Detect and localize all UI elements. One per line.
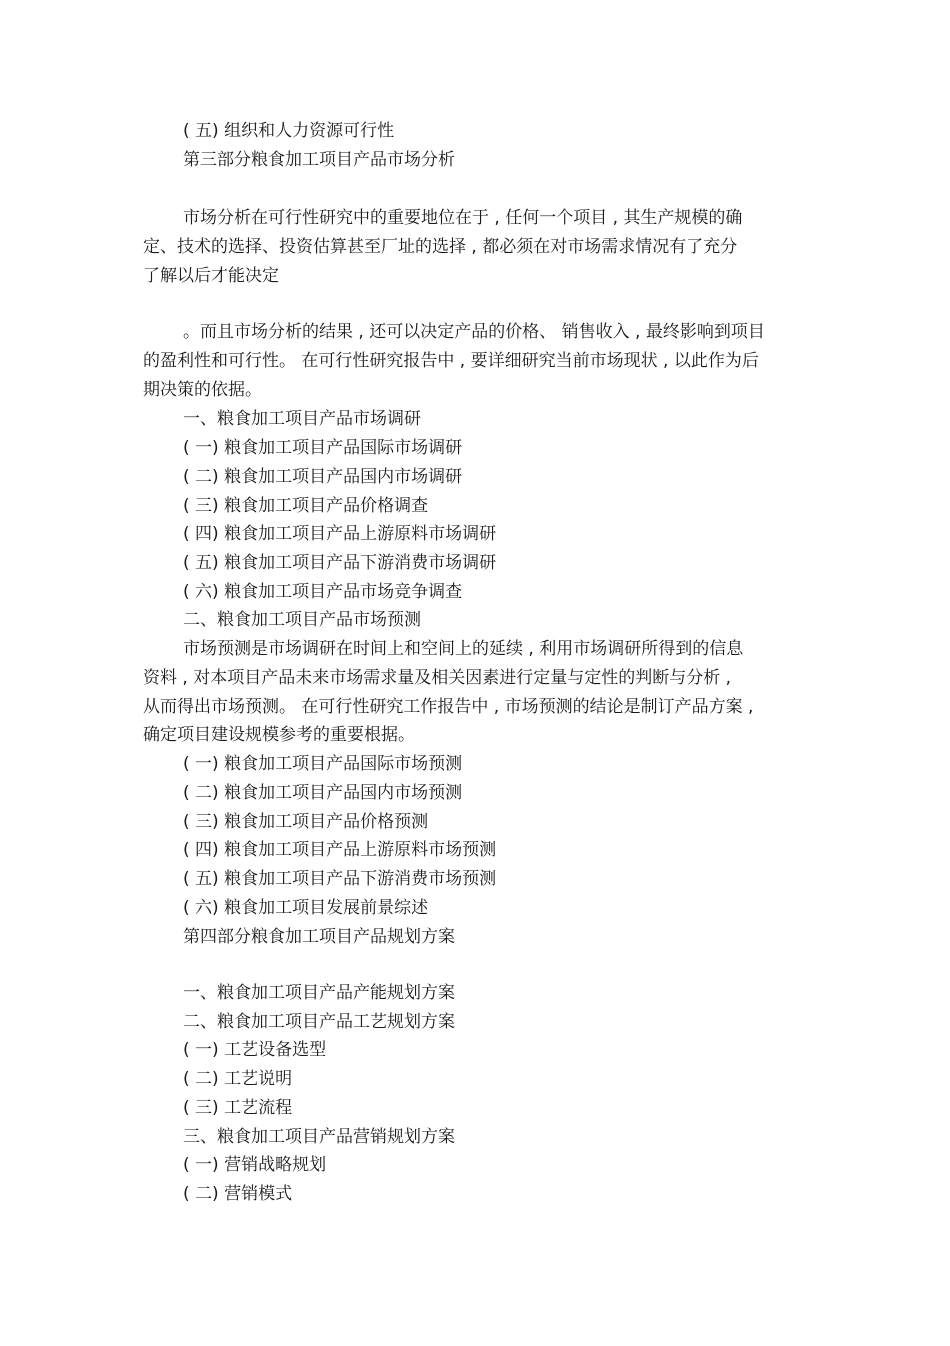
sub-heading: ( 一) 粮食加工项目产品国际市场预测: [183, 754, 463, 774]
sub-heading: ( 一) 营销战略规划: [183, 1155, 327, 1175]
sub-heading: ( 三) 工艺流程: [183, 1098, 293, 1118]
paragraph-line: 资料 , 对本项目产品未来市场需求量及相关因素进行定量与定性的判断与分析 ,: [143, 668, 732, 688]
sub-heading: ( 二) 粮食加工项目产品国内市场调研: [183, 467, 463, 487]
section-heading: 一、粮食加工项目产品市场调研: [183, 409, 421, 429]
paragraph-line: 期决策的依据。: [143, 380, 262, 400]
sub-heading: ( 六) 粮食加工项目产品市场竞争调查: [183, 582, 463, 602]
section-heading: 二、粮食加工项目产品市场预测: [183, 610, 421, 630]
paragraph-line: 从而得出市场预测。 在可行性研究工作报告中 , 市场预测的结论是制订产品方案 ,: [143, 697, 754, 717]
sub-heading: ( 四) 粮食加工项目产品上游原料市场预测: [183, 840, 497, 860]
heading-org-hr-feasibility: ( 五) 组织和人力资源可行性: [183, 121, 395, 141]
part-three-title: 第三部分粮食加工项目产品市场分析: [183, 150, 455, 170]
section-heading: 三、粮食加工项目产品营销规划方案: [183, 1127, 455, 1147]
paragraph-line: 市场分析在可行性研究中的重要地位在于 , 任何一个项目 , 其生产规模的确: [183, 208, 743, 228]
paragraph-line: 了解以后才能决定: [143, 266, 279, 286]
sub-heading: ( 二) 粮食加工项目产品国内市场预测: [183, 783, 463, 803]
sub-heading: ( 一) 工艺设备选型: [183, 1040, 327, 1060]
section-heading: 二、粮食加工项目产品工艺规划方案: [183, 1012, 455, 1032]
part-four-title: 第四部分粮食加工项目产品规划方案: [183, 927, 455, 947]
sub-heading: ( 二) 工艺说明: [183, 1069, 293, 1089]
paragraph-line: 确定项目建设规模参考的重要根据。: [143, 725, 415, 745]
sub-heading: ( 四) 粮食加工项目产品上游原料市场调研: [183, 524, 497, 544]
sub-heading: ( 三) 粮食加工项目产品价格预测: [183, 812, 429, 832]
sub-heading: ( 五) 粮食加工项目产品下游消费市场调研: [183, 553, 497, 573]
sub-heading: ( 一) 粮食加工项目产品国际市场调研: [183, 438, 463, 458]
sub-heading: ( 五) 粮食加工项目产品下游消费市场预测: [183, 869, 497, 889]
sub-heading: ( 二) 营销模式: [183, 1184, 293, 1204]
sub-heading: ( 六) 粮食加工项目发展前景综述: [183, 898, 429, 918]
sub-heading: ( 三) 粮食加工项目产品价格调查: [183, 496, 429, 516]
paragraph-line: 。而且市场分析的结果 , 还可以决定产品的价格、 销售收入 , 最终影响到项目: [183, 322, 765, 342]
section-heading: 一、粮食加工项目产品产能规划方案: [183, 983, 455, 1003]
paragraph-line: 的盈利性和可行性。 在可行性研究报告中 , 要详细研究当前市场现状 , 以此作为后: [143, 351, 759, 371]
paragraph-line: 定、技术的选择、投资估算甚至厂址的选择 , 都必须在对市场需求情况有了充分: [143, 237, 738, 257]
paragraph-line: 市场预测是市场调研在时间上和空间上的延续 , 利用市场调研所得到的信息: [183, 639, 744, 659]
